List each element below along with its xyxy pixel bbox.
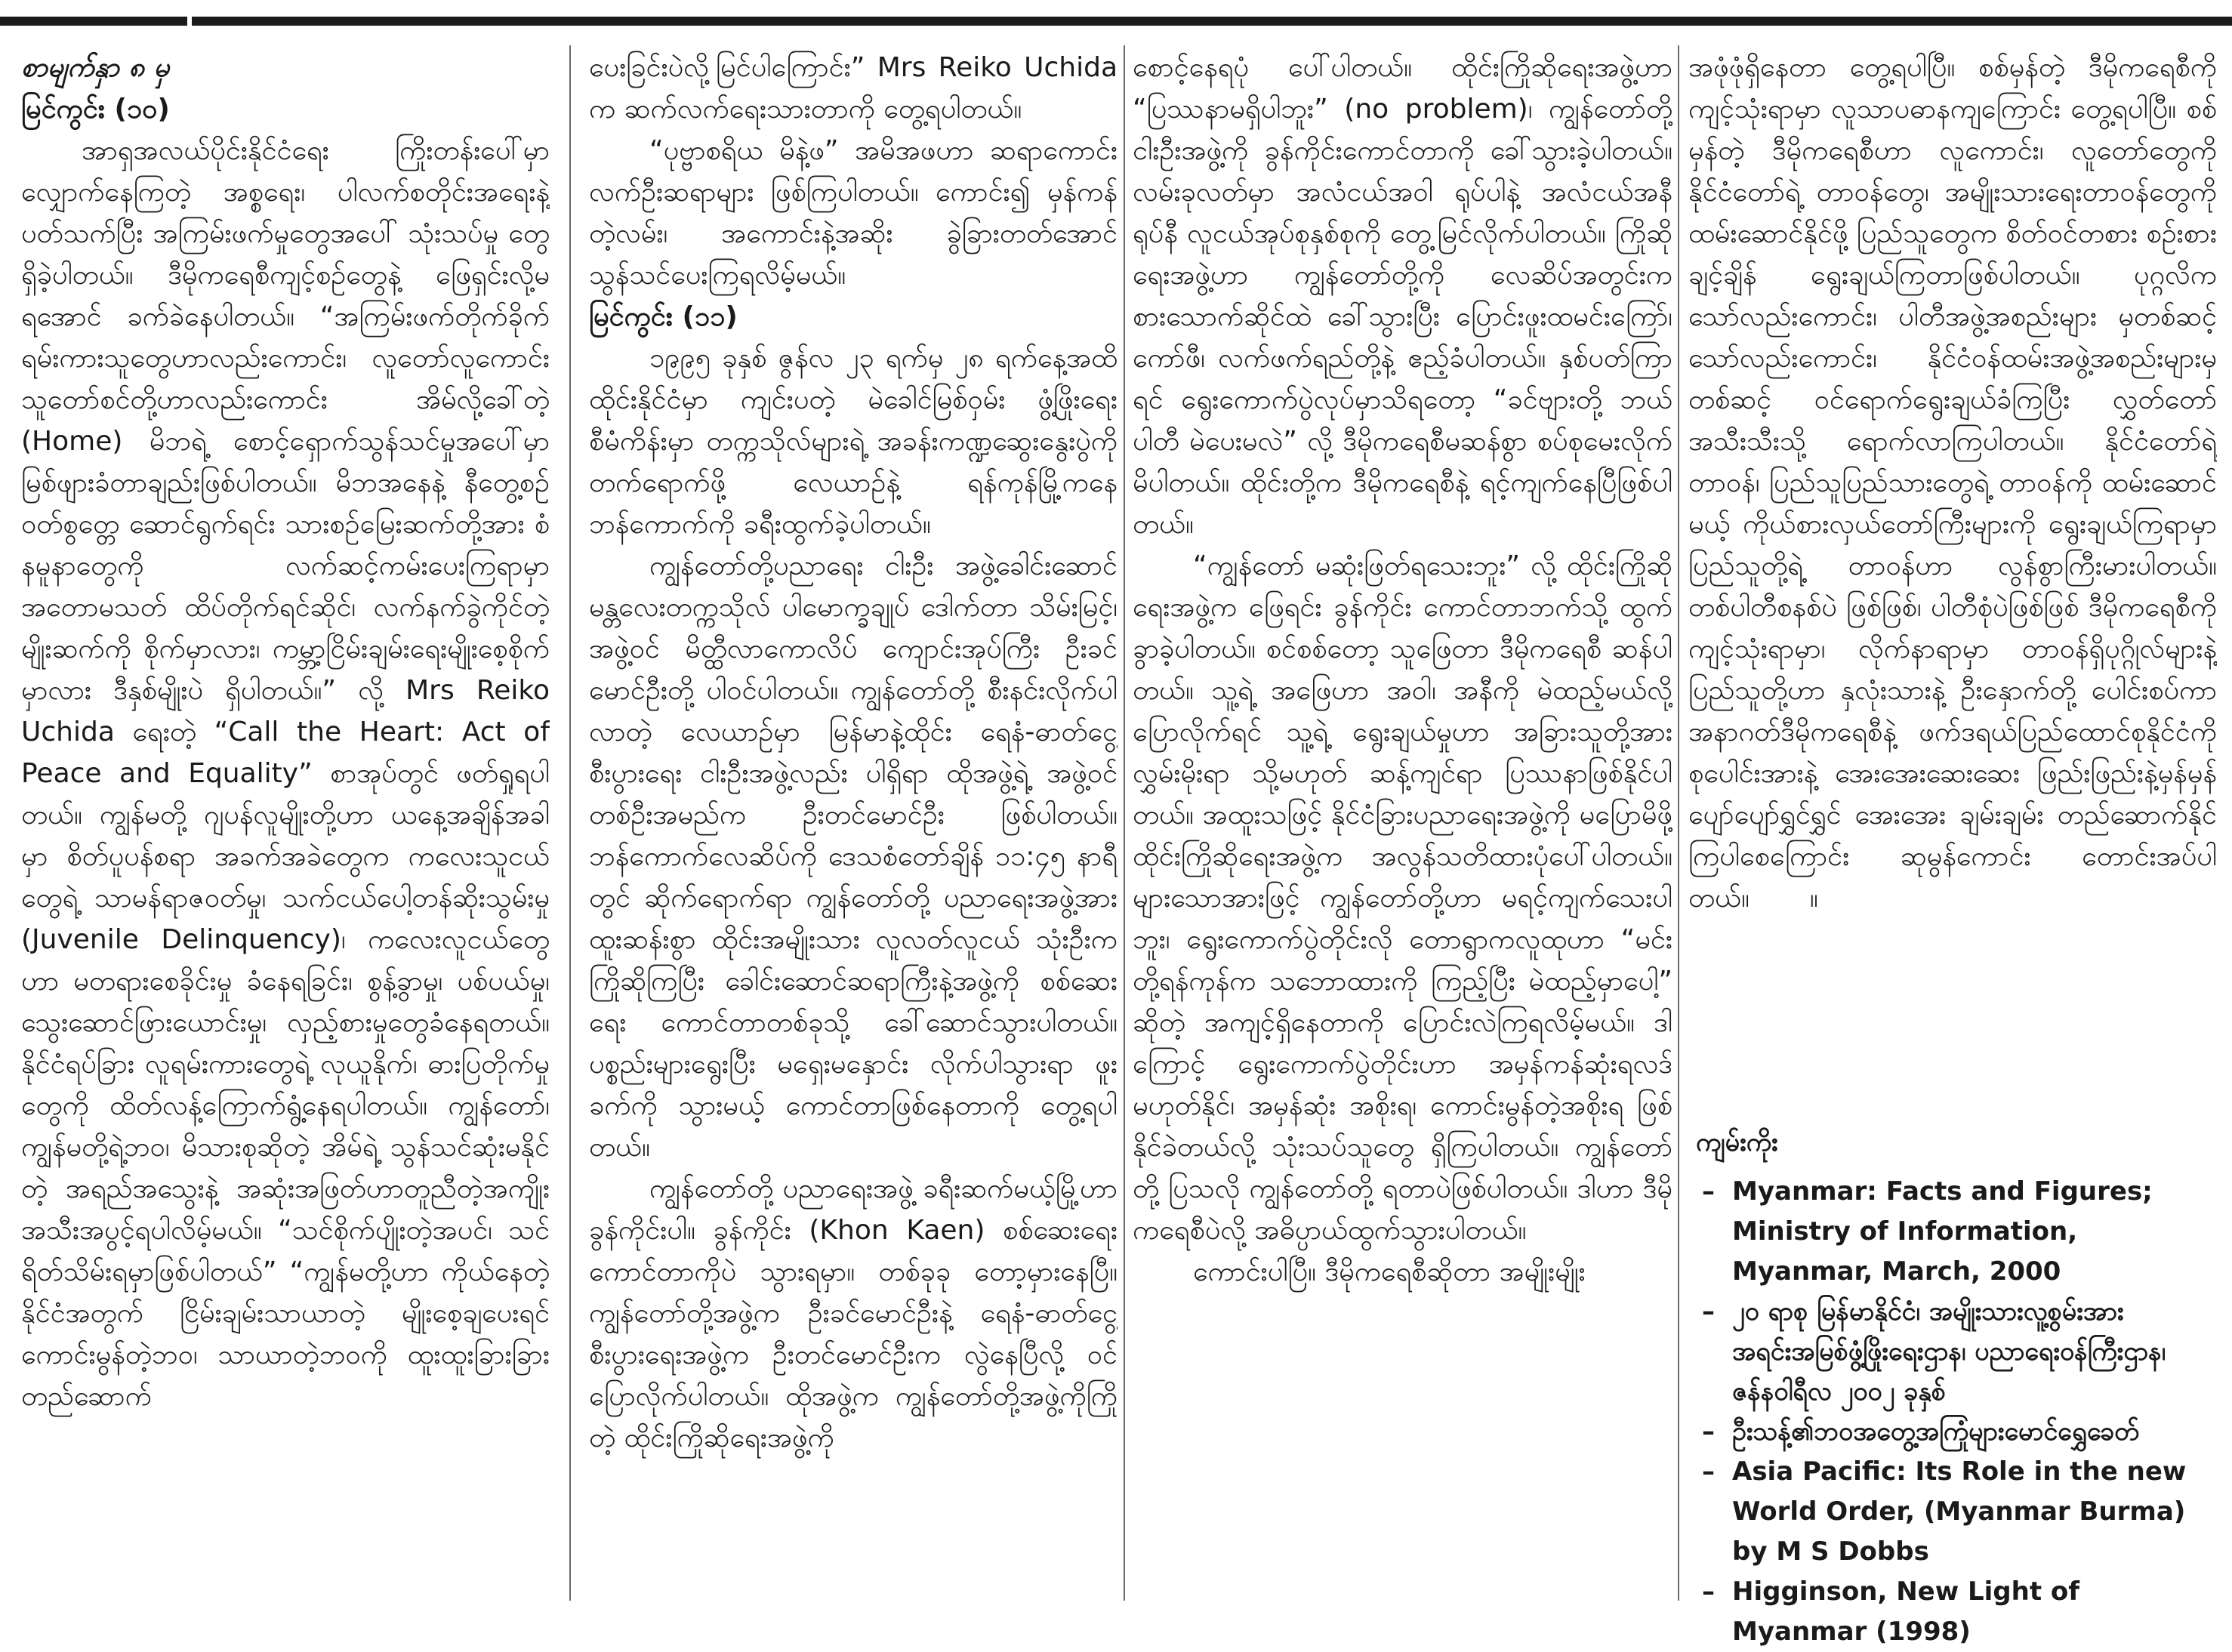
column-divider-2	[1124, 45, 1125, 1601]
reference-text: ၂၀ ရာစု မြန်မာနိုင်ငံ၊ အမျိုးသားလူ့စွမ်းအား အရင်းအမြစ်ဖွံ့ဖြိုးရေးဌာန၊ ပညာရေးဝန်ကြီးဌာန၊ ဇန်နဝါရီလ ၂၀၀၂ ခုနှစ်	[1732, 1296, 2166, 1407]
column-divider-1	[569, 45, 571, 1601]
reference-item	[1688, 1412, 2217, 1452]
reference-text: Higginson, New Light of Myanmar (1998)	[1732, 1576, 2080, 1647]
reference-item	[1688, 1572, 2217, 1652]
paragraph: “ကျွန်တော် မဆုံးဖြတ်ရသေးဘူး” လို့ ထိုင်းကြိုဆိုရေးအဖွဲ့က ဖြေရင်း ခွန်ကိုင်း ကောင်တာဘက်သို့ ထွက်ခွာခဲ့ပါတယ်။ စင်စစ်တော့ သူဖြေတာ ဒီမိုကရေစီ ဆန်ပါတယ်။ သူ့ရဲ့ အဖြေဟာ အဝါ၊ အနီကို မဲထည့်မယ်လို့ ပြောလိုက်ရင် သူ့ရဲ့ ရွေးချယ်မှုဟာ အခြားသူတို့အား လွှမ်းမိုးရာ သို့မဟုတ် ဆန့်ကျင်ရာ ပြဿနာဖြစ်နိုင်ပါတယ်။ အထူးသဖြင့် နိုင်ငံခြားပညာရေးအဖွဲ့ကို မပြောမိဖို့ ထိုင်းကြိုဆိုရေးအဖွဲ့က အလွန်သတိထားပုံပေါ်ပါတယ်။ များသောအားဖြင့် ကျွန်တော်တို့ဟာ မရင့်ကျက်သေးပါဘူး၊ ရွေးကောက်ပွဲတိုင်းလို တောရွာကလူထုဟာ “မင်းတို့ရန်ကုန်က သဘောထားကို ကြည့်ပြီး မဲထည့်မှာပေါ့” ဆိုတဲ့ အကျင့်ရှိနေတာကို ပြောင်းလဲကြရလိမ့်မယ်။ ဒါကြောင့် ရွေးကောက်ပွဲတိုင်းဟာ အမှန်ကန်ဆုံးရလဒ်မဟုတ်နိုင်၊ အမှန်ဆုံး အစိုးရ၊ ကောင်းမွန်တဲ့အစိုးရ ဖြစ်နိုင်ခဲတယ်လို့ သုံးသပ်သူတွေ ရှိကြပါတယ်။ ကျွန်တော်တို့ ပြသလို ကျွန်တော်တို့ ရတာပဲဖြစ်ပါတယ်။ ဒါဟာ ဒီမိုကရေစီပဲလို့ အဓိပ္ပာယ်ထွက်သွားပါတယ်။	[1133, 550, 1672, 1246]
paragraph-text: အဖုံဖုံရှိနေတာ တွေ့ရပါပြီ။ စစ်မှန်တဲ့ ဒီမိုကရေစီကို ကျင့်သုံးရာမှာ လူသာပဓာနကျကြောင်း တွေ့ရပါပြီ။ စစ်မှန်တဲ့ ဒီမိုကရေစီဟာ လူကောင်း၊ လူတော်တွေကို နိုင်ငံတော်ရဲ့ တာဝန်တွေ၊ အမျိုးသားရေးတာဝန်တွေကိုထမ်းဆောင်နိုင်ဖို့ ပြည်သူတွေက စိတ်ဝင်တစား စဉ်းစားချင့်ချိန် ရွေးချယ်ကြတာဖြစ်ပါတယ်။ ပုဂ္ဂလိကသော်လည်းကောင်း၊ ပါတီအဖွဲ့အစည်းများ မှတစ်ဆင့်သော်လည်းကောင်း၊ နိုင်ငံဝန်ထမ်းအဖွဲ့အစည်းများမှတစ်ဆင့် ဝင်ရောက်ရွေးချယ်ခံကြပြီး လွှတ်တော်အသီးသီးသို့ ရောက်လာကြပါတယ်။ နိုင်ငံတော်ရဲ့ တာဝန်၊ ပြည်သူပြည်သားတွေရဲ့ တာဝန်ကို ထမ်းဆောင်မယ့် ကိုယ်စားလှယ်တော်ကြီးများကို ရွေးချယ်ကြရာမှာ ပြည်သူတို့ရဲ့ တာဝန်ဟာ လွန်စွာကြီးမားပါတယ်။ တစ်ပါတီစနစ်ပဲ ဖြစ်ဖြစ်၊ ပါတီစုံပဲဖြစ်ဖြစ် ဒီမိုကရေစီကို ကျင့်သုံးရာမှာ၊ လိုက်နာရာမှာ တာဝန်ရှိပုဂ္ဂိုလ်များနဲ့ ပြည်သူတို့ဟာ နှလုံးသားနဲ့ ဦးနှောက်တို့ ပေါင်းစပ်ကာ အနာဂတ်ဒီမိုကရေစီနဲ့ ဖက်ဒရယ်ပြည်ထောင်စုနိုင်ငံကို စုပေါင်းအားနဲ့ အေးအေးဆေးဆေး ဖြည်းဖြည်းနဲ့မှန်မှန် ပျော်ပျော်ရွှင်ရွှင် အေးအေး ချမ်းချမ်း တည်ဆောက်နိုင်ကြပါစေကြောင်း ဆုမွန်ကောင်း တောင်းအပ်ပါတယ်။	[1688, 52, 2217, 914]
dash-bullet: –	[1702, 1296, 1715, 1327]
paragraph: ပေးခြင်းပဲလို့မြင်ပါကြောင်း” Mrs Reiko Uchida က ဆက်လက်ရေးသားတာကို တွေ့ရပါတယ်။	[589, 52, 1118, 125]
dash-bullet: –	[1702, 1176, 1715, 1207]
section-heading-10: မြင်ကွင်း (၁၀)	[21, 94, 170, 125]
paragraph: ကောင်းပါပြီ။ ဒီမိုကရေစီဆိုတာ အမျိုးမျိုး	[1193, 1256, 1586, 1287]
dash-bullet: –	[1702, 1576, 1715, 1607]
paragraph: ကျွန်တော်တို့ပညာရေး ငါးဦး အဖွဲ့ခေါင်းဆောင် မန္တလေးတက္ကသိုလ် ပါမောက္ခချုပ် ဒေါက်တာ သိမ်းမြင့်၊ အဖွဲ့ဝင် မိတ္ထီလာကောလိပ် ကျောင်းအုပ်ကြီး ဦးခင်မောင်ဦးတို့ ပါဝင်ပါတယ်။ ကျွန်တော်တို့ စီးနင်းလိုက်ပါလာတဲ့ လေယာဉ်မှာ မြန်မာနဲ့ထိုင်း ရေနံ-ဓာတ်ငွေ့ စီးပွားရေး ငါးဦးအဖွဲ့လည်း ပါရှိရာ ထိုအဖွဲ့ရဲ့ အဖွဲ့ဝင်တစ်ဦးအမည်က ဦးတင်မောင်ဦး ဖြစ်ပါတယ်။ ဘန်ကောက်လေဆိပ်ကို ဒေသစံတော်ချိန် ၁၁:၄၅ နာရီတွင် ဆိုက်ရောက်ရာ ကျွန်တော်တို့ ပညာရေးအဖွဲ့အား ထူးဆန်းစွာ ထိုင်းအမျိုးသား လူလတ်လူငယ် သုံးဦးက ကြိုဆိုကြပြီး ခေါင်းဆောင်ဆရာကြီးနဲ့အဖွဲ့ကို စစ်ဆေးရေး ကောင်တာတစ်ခုသို့ ခေါ်ဆောင်သွားပါတယ်။ ပစ္စည်းများရွေးပြီး မရှေးမနှောင်း လိုက်ပါသွားရာ ဖူးခက်ကို သွားမယ့် ကောင်တာဖြစ်နေတာကို တွေ့ရပါတယ်။	[589, 550, 1118, 1163]
paragraph: “ပုဗ္ဗာစရိယ မိနဲ့ဖ” အမိအဖဟာ ဆရာကောင်း လက်ဦးဆရာများ ဖြစ်ကြပါတယ်။ ကောင်း၍ မှန်ကန်တဲ့လမ်း၊ အကောင်းနဲ့အဆိုး ခွဲခြားတတ်အောင် သွန်သင်ပေးကြရလိမ့်မယ်။	[589, 135, 1118, 291]
reference-item	[1688, 1452, 2217, 1572]
reference-item	[1688, 1292, 2217, 1412]
top-rule-right	[192, 17, 2232, 26]
continued-from-label: စာမျက်နှာ ၈ မှ	[21, 52, 170, 83]
paragraph: ၁၉၉၅ ခုနှစ် ဇွန်လ ၂၃ ရက်မှ ၂၈ ရက်နေ့အထိ ထိုင်းနိုင်ငံမှာ ကျင်းပတဲ့ မဲခေါင်မြစ်ဝှမ်း ဖွံ့ဖြိုးရေး စီမံကိန်းမှာ တက္ကသိုလ်များရဲ့ အခန်းကဏ္ဍဆွေးနွေးပွဲကို တက်ရောက်ဖို့ လေယာဉ်နဲ့ ရန်ကုန်မြို့ကနေ ဘန်ကောက်ကို ခရီးထွက်ခဲ့ပါတယ်။	[589, 343, 1118, 540]
article-column-1	[21, 47, 550, 1602]
reference-text: Asia Pacific: Its Role in the new World Order, (Myanmar Burma) by M S Dobbs	[1732, 1456, 2187, 1567]
article-column-2	[589, 47, 1118, 1602]
reference-item	[1688, 1172, 2217, 1292]
column-divider-3	[1678, 45, 1679, 1601]
references-section	[1688, 1123, 2217, 1652]
paragraph	[1688, 47, 2217, 919]
references-list	[1688, 1172, 2217, 1652]
paragraph: ကျွန်တော်တို့ ပညာရေးအဖွဲ့ ခရီးဆက်မယ့်မြို့ဟာ ခွန်ကိုင်းပါ။ ခွန်ကိုင်း (Khon Kaen) စစ်ဆေးရေးကောင်တာကိုပဲ သွားရမှာ။ တစ်ခုခု တော့မှားနေပြီ။ ကျွန်တော်တို့အဖွဲ့က ဦးခင်မောင်ဦးနဲ့ ရေနံ-ဓာတ်ငွေ့ စီးပွားရေးအဖွဲ့က ဦးတင်မောင်ဦးက လွဲနေပြီလို့ ဝင်ပြောလိုက်ပါတယ်။ ထိုအဖွဲ့က ကျွန်တော်တို့အဖွဲ့ကိုကြိုတဲ့ ထိုင်းကြိုဆိုရေးအဖွဲ့ကို	[589, 1173, 1118, 1453]
article-column-4	[1688, 47, 2217, 1104]
end-mark: ။	[1809, 883, 1818, 914]
reference-text: ဦးသန့်၏ဘဝအတွေ့အကြုံများမောင်ရွှေခေတ်	[1732, 1416, 2140, 1447]
article-column-3	[1133, 47, 1672, 1602]
section-heading-11: မြင်ကွင်း (၁၁)	[589, 301, 738, 332]
dash-bullet: –	[1702, 1456, 1715, 1487]
top-rule-left	[0, 17, 187, 26]
references-title: ကျမ်းကိုး	[1696, 1127, 1778, 1157]
paragraph: စောင့်နေရပုံ ပေါ်ပါတယ်။ ထိုင်းကြိုဆိုရေးအဖွဲ့ဟာ “ပြဿနာမရှိပါဘူး” (no problem)၊ ကျွန်တော်တို့ ငါးဦးအဖွဲ့ကို ခွန်ကိုင်းကောင်တာကို ခေါ်သွားခဲ့ပါတယ်။ လမ်းခုလတ်မှာ အလံငယ်အဝါ ရုပ်ပါနဲ့ အလံငယ်အနီ ရုပ်နီ လူငယ်အုပ်စုနှစ်စုကို တွေ့မြင်လိုက်ပါတယ်။ ကြိုဆိုရေးအဖွဲ့ဟာ ကျွန်တော်တို့ကို လေဆိပ်အတွင်းက စားသောက်ဆိုင်ထဲ ခေါ်သွားပြီး ပြောင်းဖူးထမင်းကြော်၊ ကော်ဖီ၊ လက်ဖက်ရည်တို့နဲ့ ဧည့်ခံပါတယ်။ နှစ်ပတ်ကြာရင် ရွေးကောက်ပွဲလုပ်မှာသိရတော့ “ခင်ဗျားတို့ ဘယ်ပါတီ မဲပေးမလဲ” လို့ ဒီမိုကရေစီမဆန်စွာ စပ်စုမေးလိုက်မိပါတယ်။ ထိုင်းတို့က ဒီမိုကရေစီနဲ့ ရင့်ကျက်နေပြီဖြစ်ပါတယ်။	[1133, 52, 1672, 540]
dash-bullet: –	[1702, 1416, 1715, 1447]
reference-text: Myanmar: Facts and Figures; Ministry of Information, Myanmar, March, 2000	[1732, 1176, 2153, 1287]
paragraph: အာရှအလယ်ပိုင်းနိုင်ငံရေး ကြိုးတန်းပေါ်မှာ လျှောက်နေကြတဲ့ အစ္စရေး၊ ပါလက်စတိုင်းအရေးနဲ့ ပတ်သက်ပြီး အကြမ်းဖက်မှုတွေအပေါ် သုံးသပ်မှု တွေရှိခဲ့ပါတယ်။ ဒီမိုကရေစီကျင့်စဉ်တွေနဲ့ ဖြေရှင်းလို့မရအောင် ခက်ခဲနေပါတယ်။ “အကြမ်းဖက်တိုက်ခိုက် ရမ်းကားသူတွေဟာလည်းကောင်း၊ လူတော်လူကောင်း သူတော်စင်တို့ဟာလည်းကောင်း အိမ်လို့ခေါ်တဲ့ (Home) မိဘရဲ့ စောင့်ရှောက်သွန်သင်မှုအပေါ်မှာ မြစ်ဖျားခံတာချည်းဖြစ်ပါတယ်။ မိဘအနေနဲ့ နီတွေ့စဉ်ဝတ်စွတ္တေ ဆောင်ရွက်ရင်း သားစဉ်မြေးဆက်တို့အား စံနမူနာတွေကို လက်ဆင့်ကမ်းပေးကြရာမှာ အတောမသတ် ထိပ်တိုက်ရင်ဆိုင်၊ လက်နက်ခွဲကိုင်တဲ့မျိုးဆက်ကို စိုက်မှာလား၊ ကမ္ဘာ့ငြိမ်းချမ်းရေးမျိုးစေ့စိုက်မှာလား ဒီနှစ်မျိုးပဲ ရှိပါတယ်။” လို့ Mrs Reiko Uchida ရေးတဲ့ “Call the Heart: Act of Peace and Equality” စာအုပ်တွင် ဖတ်ရှုရပါတယ်။ ကျွန်မတို့ ဂျပန်လူမျိုးတို့ဟာ ယနေ့အချိန်အခါမှာ စိတ်ပူပန်စရာ အခက်အခဲတွေက ကလေးသူငယ်တွေရဲ့ သာမန်ရာဇဝတ်မှု၊ သက်ငယ်ပေါ့တန်ဆိုးသွမ်းမှု (Juvenile Delinquency)၊ ကလေးလူငယ်တွေဟာ မတရားစေခိုင်းမှု ခံနေရခြင်း၊ စွန့်ခွာမှု၊ ပစ်ပယ်မှု၊ သွေးဆောင်ဖြားယောင်းမှု၊ လှည့်စားမှုတွေခံနေရတယ်။ နိုင်ငံရပ်ခြား လူရမ်းကားတွေရဲ့ လုယူနိုက်၊ ဓားပြတိုက်မှုတွေကို ထိတ်လန့်ကြောက်ရွံ့နေရပါတယ်။ ကျွန်တော်၊ ကျွန်မတို့ရဲ့ဘဝ၊ မိသားစုဆိုတဲ့ အိမ်ရဲ့ သွန်သင်ဆုံးမနိုင်တဲ့ အရည်အသွေးနဲ့ အဆုံးအဖြတ်ဟာတူညီတဲ့အကျိုး အသီးအပွင့်ရပါလိမ့်မယ်။ “သင်စိုက်ပျိုးတဲ့အပင်၊ သင်ရိတ်သိမ်းရမှာဖြစ်ပါတယ်” “ကျွန်မတို့ဟာ ကိုယ်နေတဲ့ နိုင်ငံအတွက် ငြိမ်းချမ်းသာယာတဲ့ မျိုးစေ့ချပေးရင် ကောင်းမွန်တဲ့ဘဝ၊ သာယာတဲ့ဘဝကို ထူးထူးခြားခြား တည်ဆောက်	[21, 135, 550, 1412]
